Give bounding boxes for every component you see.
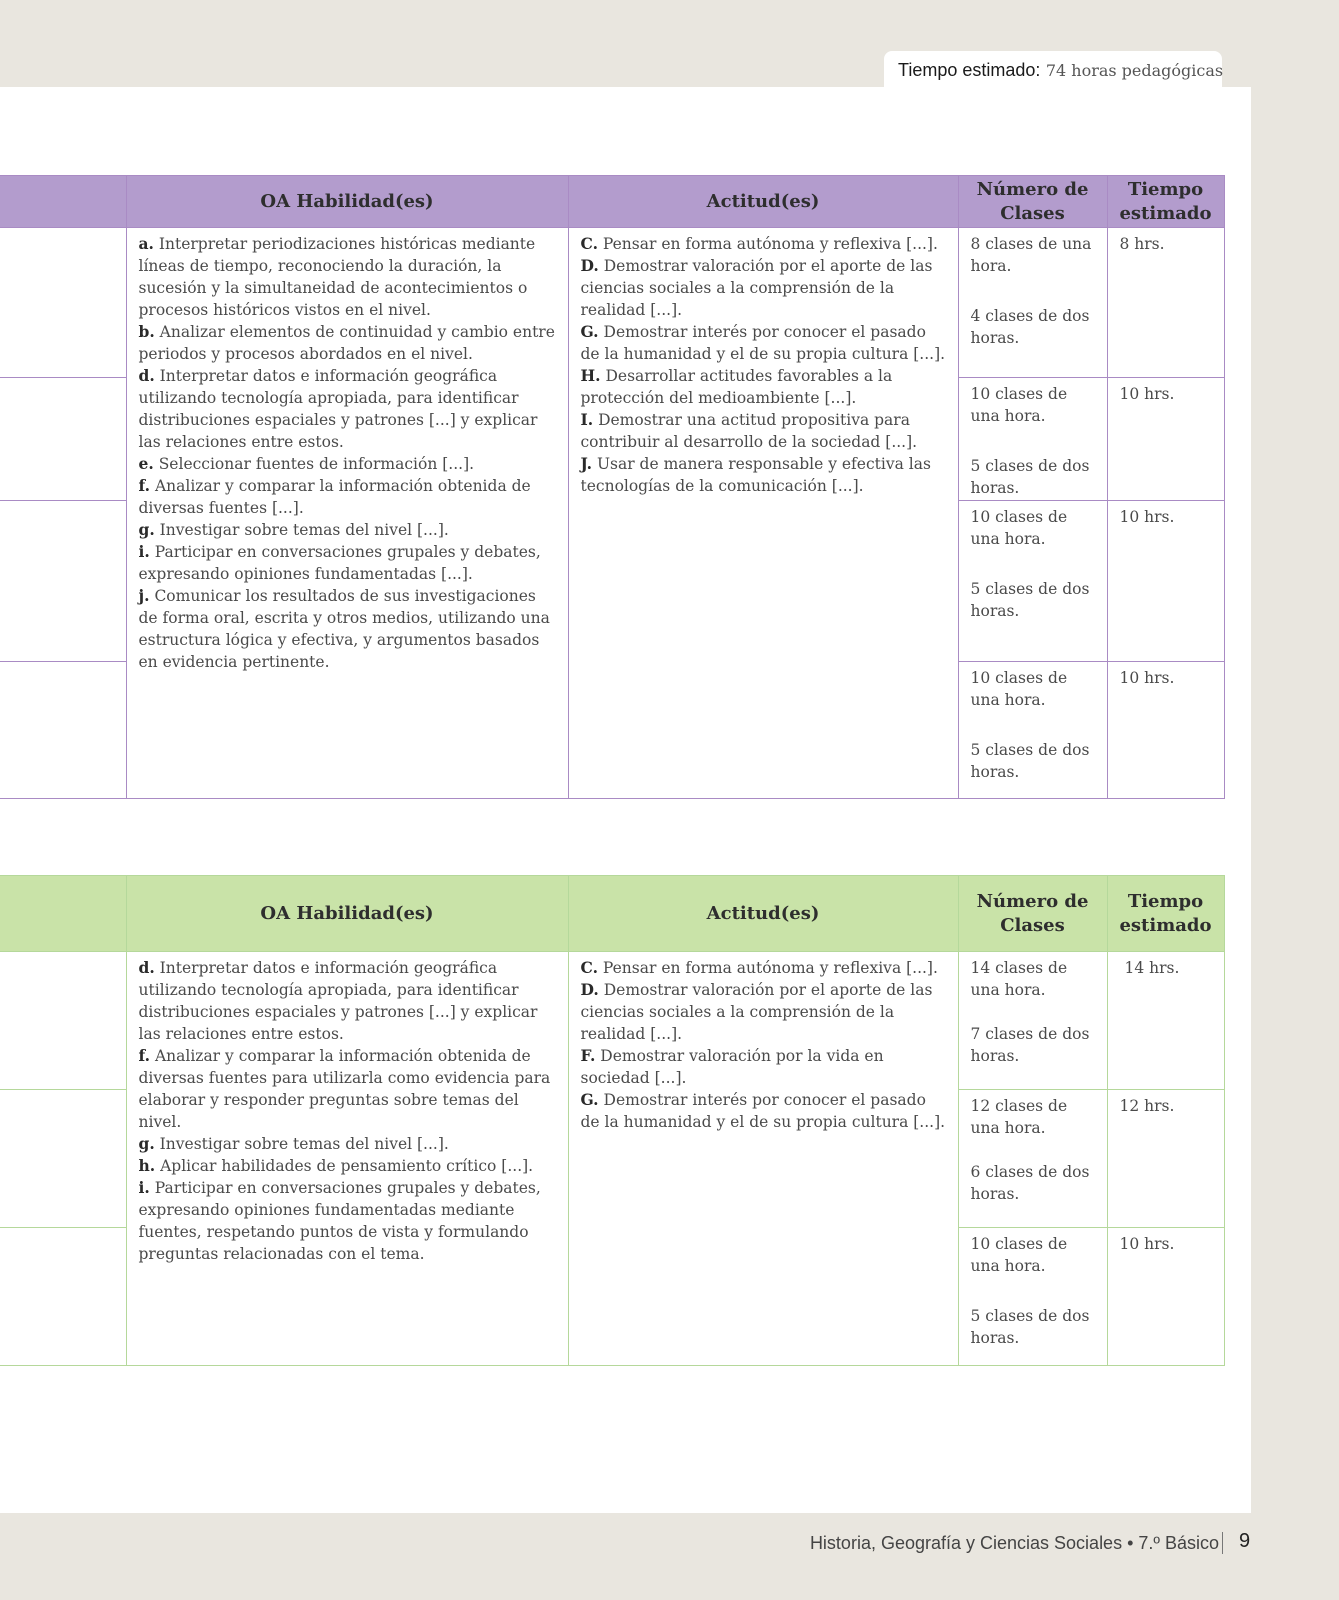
table2-header-tiempo: Tiempo estimado — [1107, 876, 1224, 952]
estimated-time-tab — [884, 51, 1222, 89]
table2-header-actitud: Actitud(es) — [568, 876, 958, 952]
oa-item: b. Analizar elementos de continuidad y cambio entre periodos y procesos abordados en el nivel. — [138, 322, 555, 363]
table1-row-label — [0, 662, 126, 799]
table1-tiempo-cell: 10 hrs. — [1107, 501, 1224, 662]
oa-item: g. Investigar sobre temas del nivel [...]. — [138, 1134, 449, 1153]
table2-header-oa: OA Habilidad(es) — [126, 876, 568, 952]
table1-blank-header — [0, 176, 126, 228]
actitud-item: H. Desarrollar actitudes favorables a la protección del medioambiente [...]. — [580, 366, 893, 407]
table1-actitud-cell — [568, 228, 958, 799]
table2-clases-cell: 14 clases de una hora. 7 clases de dos horas. — [958, 952, 1107, 1090]
table2-blank-header — [0, 876, 126, 952]
planning-table-2 — [0, 875, 1225, 1366]
actitud-item: F. Demostrar valoración por la vida en sociedad [...]. — [580, 1046, 884, 1087]
table2-oa-cell — [126, 952, 568, 1366]
table1-clases-cell: 8 clases de una hora. 4 clases de dos horas. — [958, 228, 1107, 378]
table1-row-label — [0, 378, 126, 501]
actitud-item: C. Pensar en forma autónoma y reflexiva [...]. — [580, 958, 938, 977]
oa-item: g. Investigar sobre temas del nivel [...]. — [138, 520, 449, 539]
estimated-time-value: 74 horas pedagógicas — [1045, 61, 1224, 80]
actitud-item: G. Demostrar interés por conocer el pasado de la humanidad y el de su propia cultura [...]. — [580, 1090, 946, 1131]
table1-tiempo-cell: 10 hrs. — [1107, 378, 1224, 501]
table2-tiempo-cell: 12 hrs. — [1107, 1090, 1224, 1228]
estimated-time-label: Tiempo estimado: — [898, 60, 1041, 80]
oa-item: e. Seleccionar fuentes de información [...]. — [138, 454, 475, 473]
table1-clases-cell: 10 clases de una hora. 5 clases de dos horas. — [958, 501, 1107, 662]
oa-item: f. Analizar y comparar la información obtenida de diversas fuentes para utilizarla como evidencia para elaborar y responder preguntas sobre temas del nivel. — [138, 1046, 551, 1131]
oa-item: h. Aplicar habilidades de pensamiento crítico [...]. — [138, 1156, 534, 1175]
oa-item: i. Participar en conversaciones grupales y debates, expresando opiniones fundamentadas [...]. — [138, 542, 541, 583]
footer-divider — [1222, 1532, 1223, 1554]
actitud-item: C. Pensar en forma autónoma y reflexiva [...]. — [580, 234, 938, 253]
table2-tiempo-cell: 14 hrs. — [1107, 952, 1224, 1090]
table1-row-label — [0, 228, 126, 378]
table1-oa-cell — [126, 228, 568, 799]
table2-row-label — [0, 1090, 126, 1228]
table2-tiempo-cell: 10 hrs. — [1107, 1228, 1224, 1366]
actitud-item: I. Demostrar una actitud propositiva para contribuir al desarrollo de la sociedad [...]. — [580, 410, 918, 451]
oa-item: d. Interpretar datos e información geográfica utilizando tecnología apropiada, para identificar distribuciones espaciales y patrones [...] y explicar las relaciones entre estos. — [138, 958, 538, 1043]
table1-clases-cell: 10 clases de una hora. 5 clases de dos horas. — [958, 378, 1107, 501]
table1-tiempo-cell: 8 hrs. — [1107, 228, 1224, 378]
table2-row-label — [0, 1228, 126, 1366]
oa-item: f. Analizar y comparar la información obtenida de diversas fuentes [...]. — [138, 476, 531, 517]
oa-item: a. Interpretar periodizaciones históricas mediante líneas de tiempo, reconociendo la duración, la sucesión y la simultaneidad de acontecimientos o procesos históricos vistos en el nivel. — [138, 234, 536, 319]
planning-table-1 — [0, 175, 1225, 799]
footer-book-title: Historia, Geografía y Ciencias Sociales • 7.º Básico — [809, 1533, 1219, 1553]
table1-row-label — [0, 501, 126, 662]
table2-row-label — [0, 952, 126, 1090]
oa-item: i. Participar en conversaciones grupales y debates, expresando opiniones fundamentadas mediante fuentes, respetando puntos de vista y formulando preguntas relacionadas con el tema. — [138, 1178, 541, 1263]
table1-header-actitud: Actitud(es) — [568, 176, 958, 228]
table1-header-tiempo: Tiempo estimado — [1107, 176, 1224, 228]
table1-header-oa: OA Habilidad(es) — [126, 176, 568, 228]
table1-header-numero: Número de Clases — [958, 176, 1107, 228]
table2-header-numero: Número de Clases — [958, 876, 1107, 952]
table1-clases-cell: 10 clases de una hora. 5 clases de dos horas. — [958, 662, 1107, 799]
table2-actitud-cell — [568, 952, 958, 1366]
oa-item: d. Interpretar datos e información geográfica utilizando tecnología apropiada, para identificar distribuciones espaciales y patrones [...] y explicar las relaciones entre estos. — [138, 366, 538, 451]
page-number: 9 — [1239, 1530, 1251, 1552]
actitud-item: D. Demostrar valoración por el aporte de las ciencias sociales a la comprensión de la realidad [...]. — [580, 980, 933, 1043]
table1-tiempo-cell: 10 hrs. — [1107, 662, 1224, 799]
table2-clases-cell: 10 clases de una hora. 5 clases de dos horas. — [958, 1228, 1107, 1366]
oa-item: j. Comunicar los resultados de sus investigaciones de forma oral, escrita y otros medios, utilizando una estructura lógica y efectiva, y argumentos basados en evidencia pertinente. — [138, 586, 550, 671]
actitud-item: D. Demostrar valoración por el aporte de las ciencias sociales a la comprensión de la realidad [...]. — [580, 256, 933, 319]
table2-clases-cell: 12 clases de una hora. 6 clases de dos horas. — [958, 1090, 1107, 1228]
actitud-item: J. Usar de manera responsable y efectiva las tecnologías de la comunicación [...]. — [580, 454, 931, 495]
actitud-item: G. Demostrar interés por conocer el pasado de la humanidad y el de su propia cultura [...]. — [580, 322, 946, 363]
